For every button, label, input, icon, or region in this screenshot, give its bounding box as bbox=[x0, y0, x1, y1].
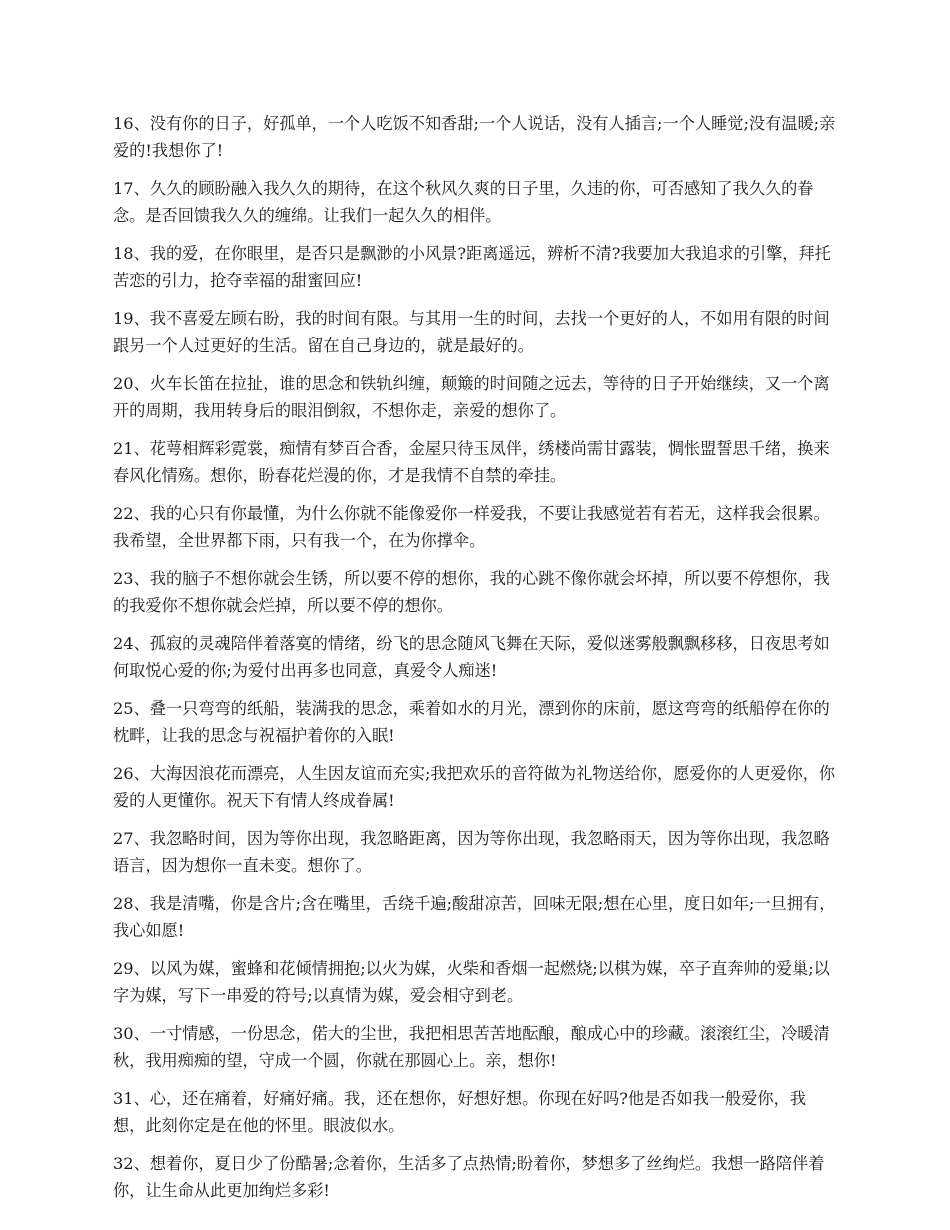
paragraph-21: 21、花萼相辉彩霓裳，痴情有梦百合香，金屋只待玉凤伴，绣楼尚需甘露装，惆怅盟誓思千绪，换来春风化情殇。想你，盼春花烂漫的你，才是我情不自禁的牵挂。 bbox=[113, 439, 830, 485]
paragraph-22: 22、我的心只有你最懂，为什么你就不能像爱你一样爱我，不要让我感觉若有若无，这样我会很累。我希望，全世界都下雨，只有我一个，在为你撑伞。 bbox=[113, 504, 830, 550]
paragraph-30: 30、一寸情感，一份思念，偌大的尘世，我把相思苦苦地酝酿，酿成心中的珍藏。滚滚红尘，冷暖清秋，我用痴痴的望，守成一个圆，你就在那圆心上。亲，想你! bbox=[113, 1024, 830, 1070]
paragraph-26: 26、大海因浪花而漂亮，人生因友谊而充实;我把欢乐的音符做为礼物送给你，愿爱你的人更爱你，你爱的人更懂你。祝天下有情人终成眷属! bbox=[113, 764, 836, 810]
paragraph-18: 18、我的爱，在你眼里，是否只是飘渺的小风景?距离遥远，辨析不清?我要加大我追求的引擎，拜托苦恋的引力，抢夺幸福的甜蜜回应! bbox=[113, 244, 831, 290]
paragraph-16: 16、没有你的日子，好孤单，一个人吃饭不知香甜;一个人说话，没有人插言;一个人睡觉;没有温暖;亲爱的!我想你了! bbox=[113, 114, 836, 160]
paragraph-29: 29、以风为媒，蜜蜂和花倾情拥抱;以火为媒，火柴和香烟一起燃烧;以棋为媒，卒子直奔帅的爱巢;以字为媒，写下一串爱的符号;以真情为媒，爱会相守到老。 bbox=[113, 959, 830, 1005]
paragraph-19: 19、我不喜爱左顾右盼，我的时间有限。与其用一生的时间，去找一个更好的人，不如用有限的时间跟另一个人过更好的生活。留在自己身边的，就是最好的。 bbox=[113, 309, 830, 355]
paragraph-31: 31、心，还在痛着，好痛好痛。我，还在想你，好想好想。你现在好吗?他是否如我一般爱你，我想，此刻你定是在他的怀里。眼波似水。 bbox=[113, 1089, 806, 1135]
paragraph-20: 20、火车长笛在拉扯，谁的思念和铁轨纠缠，颠簸的时间随之远去，等待的日子开始继续，又一个离开的周期，我用转身后的眼泪倒叙，不想你走，亲爱的想你了。 bbox=[113, 374, 830, 420]
paragraph-28: 28、我是清嘴，你是含片;含在嘴里，舌绕千遍;酸甜凉苦，回味无限;想在心里，度日如年;一旦拥有，我心如愿! bbox=[113, 894, 836, 940]
paragraph-25: 25、叠一只弯弯的纸船，装满我的思念，乘着如水的月光，漂到你的床前，愿这弯弯的纸船停在你的枕畔，让我的思念与祝福护着你的入眠! bbox=[113, 699, 830, 745]
paragraph-32: 32、想着你，夏日少了份酷暑;念着你，生活多了点热情;盼着你，梦想多了丝绚烂。我想一路陪伴着你，让生命从此更加绚烂多彩! bbox=[113, 1154, 825, 1200]
paragraph-17: 17、久久的顾盼融入我久久的期待，在这个秋风久爽的日子里，久违的你，可否感知了我久久的眷念。是否回馈我久久的缠绵。让我们一起久久的相伴。 bbox=[113, 179, 814, 225]
paragraph-24: 24、孤寂的灵魂陪伴着落寞的情绪，纷飞的思念随风飞舞在天际，爱似迷雾般飘飘移移，日夜思考如何取悦心爱的你;为爱付出再多也同意，真爱令人痴迷! bbox=[113, 634, 830, 680]
paragraph-23: 23、我的脑子不想你就会生锈，所以要不停的想你，我的心跳不像你就会坏掉，所以要不停想你，我的我爱你不想你就会烂掉，所以要不停的想你。 bbox=[113, 569, 830, 615]
document-body bbox=[113, 110, 838, 1215]
paragraph-27: 27、我忽略时间，因为等你出现，我忽略距离，因为等你出现，我忽略雨天，因为等你出现，我忽略语言，因为想你一直未变。想你了。 bbox=[113, 829, 830, 875]
